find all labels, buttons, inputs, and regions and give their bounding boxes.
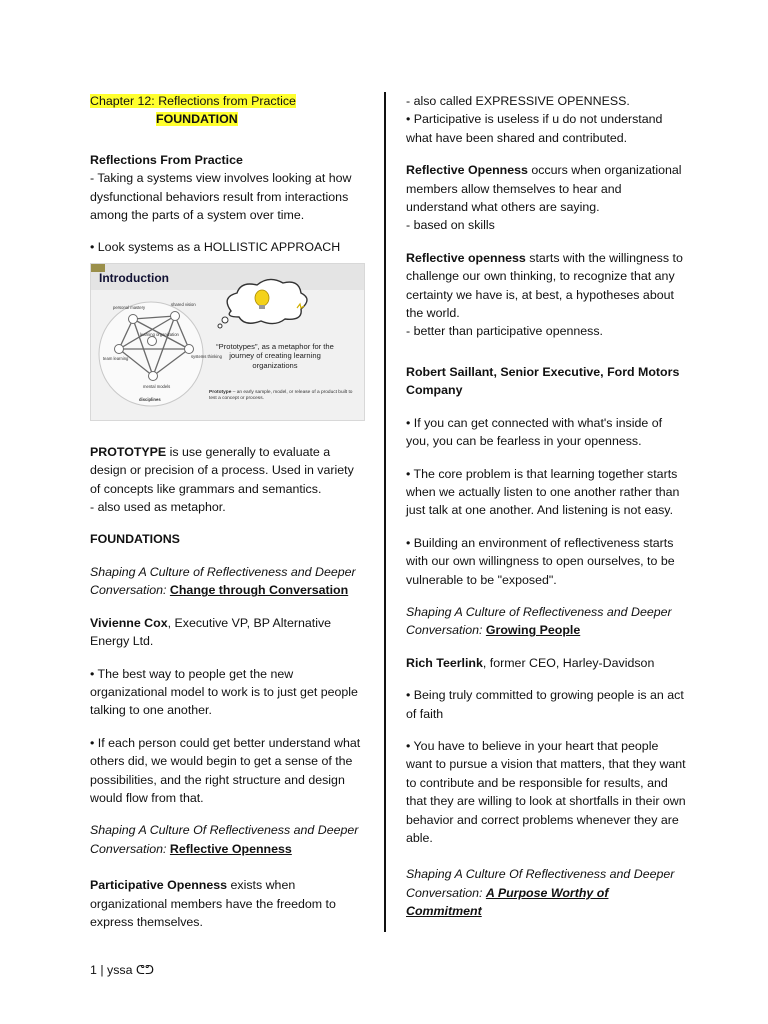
reflective-paragraph-2 [406, 249, 686, 341]
participative-paragraph [90, 876, 366, 931]
node-label: personal mastery [113, 304, 146, 310]
shaping-heading-3 [406, 603, 686, 640]
saillant-bullet-3: • Building an environment of reflectiveness starts with our own willingness to open ourselves, to be vulnerable to be "exposed". [406, 535, 675, 587]
chapter-header [90, 92, 366, 129]
left-column [90, 92, 366, 945]
based-on-skills: - based on skills [406, 218, 495, 233]
holistic-bullet: • Look systems as a HOLLISTIC APPROACH [90, 240, 341, 255]
speaker-title: , former CEO, Harley-Davidson [482, 655, 655, 670]
shaping-prefix: Shaping A Culture Of Reflectiveness and Deeper Conversation: [90, 823, 359, 856]
speaker-title: , Senior Executive, Ford Motors Company [406, 364, 680, 398]
node-label: mental models [143, 383, 171, 389]
shaping-prefix: Shaping A Culture of Reflectiveness and Deeper Conversation: [90, 564, 356, 598]
teerlink-attribution [406, 654, 686, 672]
reflective-paragraph [406, 161, 686, 235]
rfp-text: - Taking a systems view involves looking at how dysfunctional behaviors result from interactions among the parts of a system over time. [90, 171, 352, 223]
node-label: team learning [103, 355, 129, 361]
speaker-name: Vivienne Cox [90, 615, 168, 630]
speaker-name: Rich Teerlink [406, 655, 483, 670]
reflective-term: Reflective Openness [406, 163, 528, 178]
prototype-term: PROTOTYPE [90, 444, 167, 459]
figure-note [209, 390, 359, 402]
shaping-prefix: Shaping A Culture Of Reflectiveness and Deeper Conversation: [406, 867, 675, 900]
figure-title: Introduction [99, 270, 169, 285]
shaping-topic: Growing People [485, 623, 581, 638]
node-label: learning organization [140, 331, 179, 337]
shaping-topic: Reflective Openness [169, 841, 292, 856]
shaping-heading-4 [406, 865, 686, 920]
prototype-text: is use generally to evaluate a design or precision of a process. Used in variety of concepts like grammars and semantics. [90, 444, 354, 496]
cox-bullet-2: • If each person could get better understand what others did, we would begin to get a sense of the possibilities, and the right structure and design would flow from that. [90, 735, 361, 805]
teerlink-bullet-2: • You have to believe in your heart that people want to pursue a vision that matters, that they want to contribute and be responsible for results, and that they are willing to look at shortfalls in their own behavior and correct problems whenever they are able. [406, 738, 686, 845]
reflective-term: Reflective openness [406, 250, 526, 265]
column-divider [384, 92, 386, 932]
page-footer: 1 | yssa ᕦᕤ [90, 963, 155, 977]
figure-note-text: – an early sample, model, or release of a product built to test a concept or process. [209, 389, 353, 401]
cox-attribution [90, 614, 366, 651]
shaping-topic: A Purpose Worthy of Commitment [406, 885, 609, 919]
disciplines-label: disciplines [139, 396, 161, 402]
saillant-attribution [406, 363, 686, 400]
shaping-heading-1 [90, 563, 366, 600]
participative-useless: • Participative is useless if u do not understand what have been shared and contributed. [406, 112, 663, 145]
shaping-heading-2 [90, 821, 366, 858]
expressive-line: - also called EXPRESSIVE OPENNESS. [406, 94, 630, 108]
participative-text: exists when organizational members have the freedom to express themselves. [90, 878, 336, 929]
shaping-prefix: Shaping A Culture of Reflectiveness and Deeper Conversation: [406, 604, 672, 638]
figure-note-term: Prototype [209, 389, 232, 395]
teerlink-bullet-1: • Being truly committed to growing people is an act of faith [406, 688, 684, 721]
cox-bullet-1: • The best way to people get the new organizational model to work is to just get people talking to one another. [90, 666, 358, 718]
foundation-heading: FOUNDATION [156, 112, 238, 127]
participative-term: Participative Openness [90, 878, 228, 893]
better-than: - better than participative openness. [406, 324, 603, 339]
reflective-text: occurs when organizational members allow themselves to hear and understand what others are saying. [406, 163, 682, 215]
rfp-heading: Reflections From Practice [90, 152, 243, 167]
node-label: shared vision [171, 301, 196, 307]
speaker-name: Robert Saillant [406, 364, 494, 379]
introduction-figure [90, 263, 365, 421]
speaker-title: , Executive VP, BP Alternative Energy Ltd. [90, 615, 332, 649]
saillant-bullet-2: • The core problem is that learning together starts when we actually listen to one another rather than just talk at one another. And listening is not easy. [406, 466, 680, 518]
node-label: systems thinking [191, 353, 222, 359]
reflective-text: starts with the willingness to challenge our own thinking, to recognize that any certainty we have is, at best, a hypotheses about the world. [406, 250, 683, 321]
right-column [406, 92, 686, 935]
expressive-block [406, 92, 686, 147]
rfp-section [90, 151, 366, 225]
saillant-bullet-1: • If you can get connected with what's inside of you, you can be fearless in your openness. [406, 415, 663, 449]
figure-caption: “Prototypes”, as a metaphor for the journey of creating learning organizations [216, 341, 334, 370]
chapter-title: Chapter 12: Reflections from Practice [90, 94, 296, 108]
foundations-heading: FOUNDATIONS [90, 532, 180, 547]
shaping-topic: Change through Conversation [169, 583, 349, 598]
prototype-paragraph [90, 443, 366, 517]
prototype-metaphor: - also used as metaphor. [90, 500, 226, 515]
